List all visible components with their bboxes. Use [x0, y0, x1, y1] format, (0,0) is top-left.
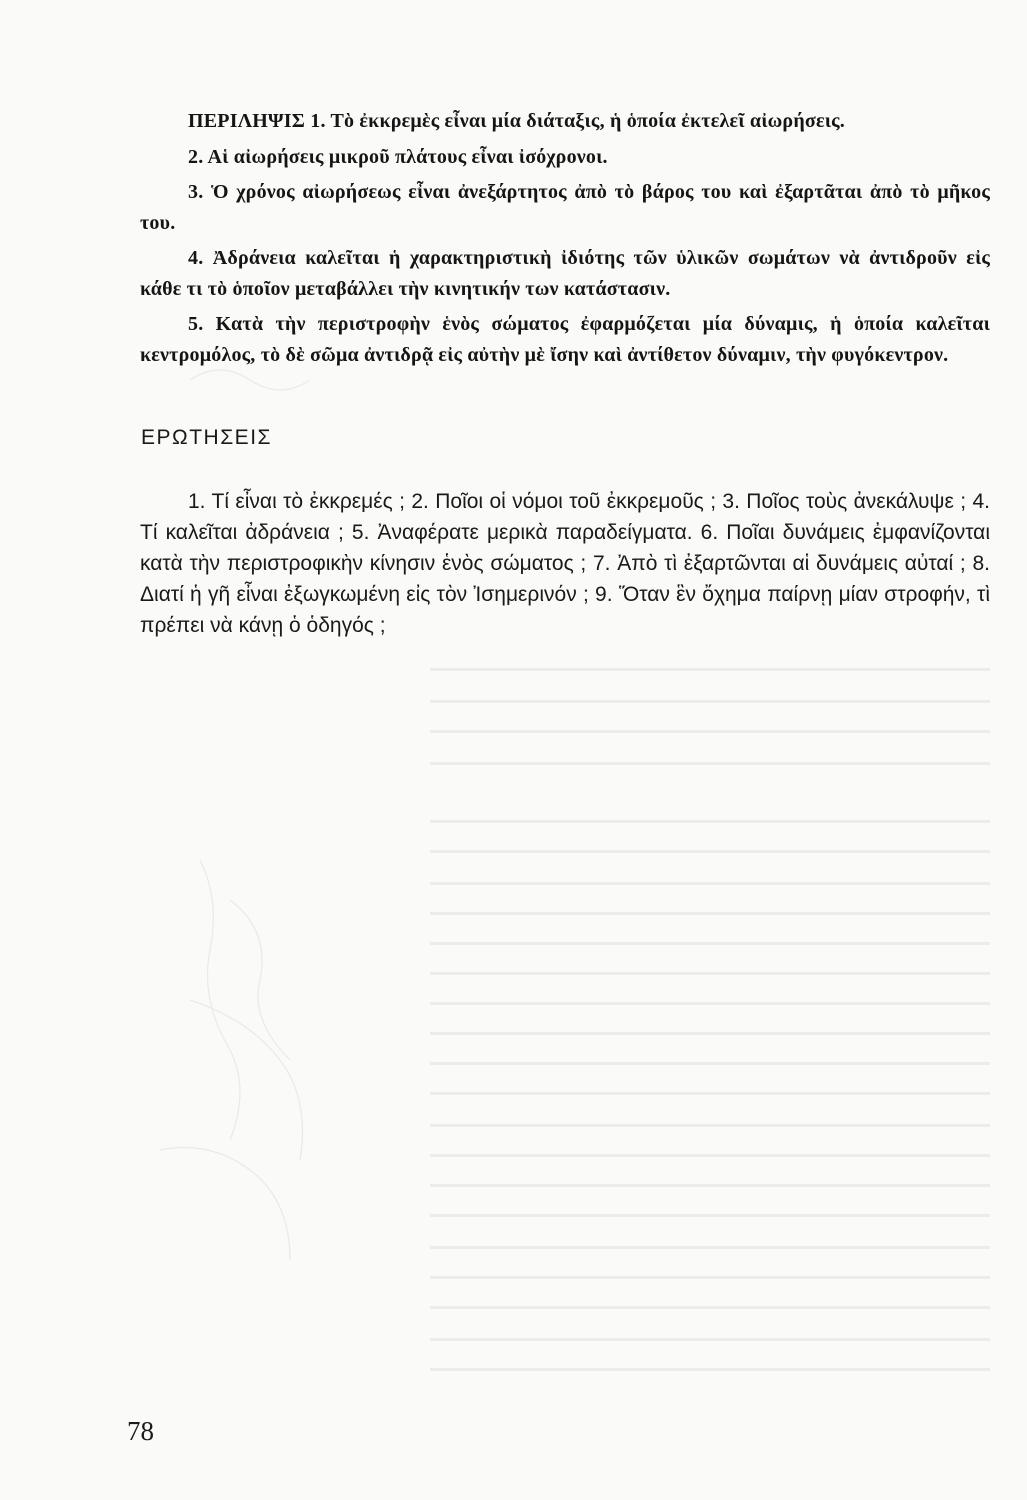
questions-text: 1. Τί εἶναι τὸ ἐκκρεμές ; 2. Ποῖοι οἱ νόμοι τοῦ ἐκκρεμοῦς ; 3. Ποῖος τοὺς ἀνεκάλυψε ; 4. Τί καλεῖται ἀδράνεια ; 5. Ἀναφέρατε μερικὰ παραδείγματα. 6. Ποῖαι δυνάμεις ἐμφανίζονται κατὰ τὴν περιστροφικὴν κίνησιν ἑνὸς σώματος ; 7. Ἀπὸ τὶ ἐξαρτῶνται αἱ δυνάμεις αὐταί ; 8. Διατί ἡ γῆ εἶναι ἐξωγκωμένη εἰς τὸν Ἰσημερινόν ; 9. Ὅταν ἓν ὄχημα παίρνῃ μίαν στροφήν, τὶ πρέπει νὰ κάνῃ ὁ ὁδηγός ; [140, 490, 990, 637]
summary-heading: ΠΕΡΙΛΗΨΙΣ [188, 110, 306, 132]
questions-section [140, 486, 990, 641]
questions-heading: ΕΡΩΤΗΣΕΙΣ [141, 426, 273, 449]
page-number: 78 [127, 1416, 154, 1446]
summary-section [140, 106, 990, 375]
summary-item-3: 3. Ὁ χρόνος αἰωρήσεως εἶναι ἀνεξάρτητος ἀπὸ τὸ βάρος του καὶ ἐξαρτᾶται ἀπὸ τὸ μῆκος του. [140, 181, 990, 234]
summary-item-5: 5. Κατὰ τὴν περιστροφὴν ἑνὸς σώματος ἐφαρμόζεται μία δύναμις, ἡ ὁποία καλεῖται κεντρομόλος, τὸ δὲ σῶμα ἀντιδρᾷ εἰς αὐτὴν μὲ ἴσην καὶ ἀντίθετον δύναμιν, τὴν φυγόκεντρον. [140, 313, 990, 366]
summary-item-text: 1. Τὸ ἐκκρεμὲς εἶναι μία διάταξις, ἡ ὁποία ἐκτελεῖ αἰωρήσεις. [310, 110, 845, 132]
summary-item-2: 2. Αἱ αἰωρήσεις μικροῦ πλάτους εἶναι ἰσόχρονοι. [188, 145, 608, 168]
summary-item-4: 4. Ἀδράνεια καλεῖται ἡ χαρακτηριστικὴ ἰδιότης τῶν ὑλικῶν σωμάτων νὰ ἀντιδροῦν εἰς κάθε τι τὸ ὁποῖον μεταβάλλει τὴν κινητικήν των κατάστασιν. [140, 247, 990, 300]
summary-item-1 [140, 106, 990, 137]
